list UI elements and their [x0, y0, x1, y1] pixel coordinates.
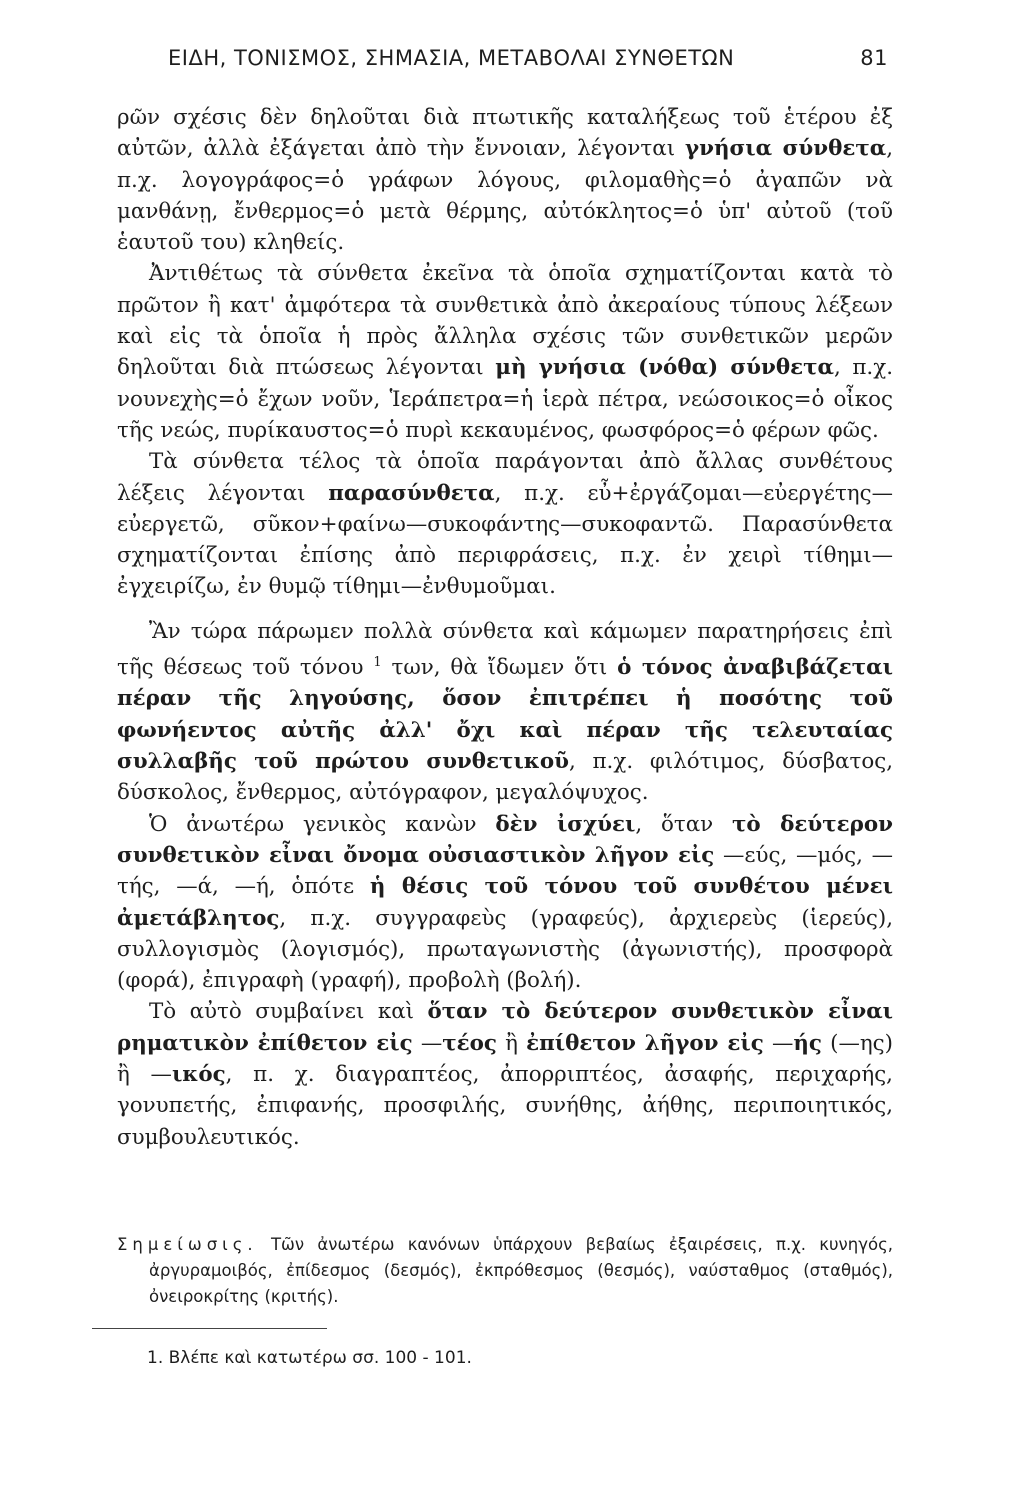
text-run: —εύς, —μός, —τής, —ά, —ή, ὁπότε — [117, 842, 894, 900]
note-label: Σημείωσις. — [117, 1235, 258, 1254]
footnote-reference: 1 — [373, 655, 382, 671]
text-run: — — [412, 1030, 443, 1056]
text-run: των, θὰ ἴδωμεν ὅτι — [381, 655, 618, 681]
footnote-divider — [92, 1328, 327, 1329]
running-title: ΕΙΔΗ, ΤΟΝΙΣΜΟΣ, ΣΗΜΑΣΙΑ, ΜΕΤΑΒΟΛΑΙ ΣΥΝΘΕΤΩΝ — [168, 46, 735, 70]
paragraph-1 — [117, 102, 893, 258]
text-run: , π.χ. φιλότιμος, δύσβατος, δύσκολος, ἔνθερμος, αὐτόγραφον, μεγαλόψυχος. — [117, 749, 893, 806]
text-run: (—ης) ἢ — — [117, 1030, 893, 1088]
text-run: , π.χ. εὖ+ἐργάζομαι—εὐεργέτης—εὐεργετῶ, σῦκον+φαίνω—συκοφάντης—συκοφαντῶ. Παρασύνθετα σχηματίζονται ἐπίσης ἀπὸ περιφράσεις, π.χ. ἐν χειρὶ τίθημι—ἐγχειρίζω, ἐν θυμῷ τίθημι—ἐνθυμοῦμαι. — [117, 480, 893, 600]
text-run: — — [763, 1030, 794, 1056]
rule-bold: ἐπίθετον λῆγον εἰς — [526, 1030, 764, 1056]
text-run: Τὸ αὐτὸ συμβαίνει καὶ — [149, 999, 428, 1025]
term-genuine-compounds: γνήσια σύνθετα — [684, 136, 887, 162]
text-run: Ἀντιθέτως τὰ σύνθετα ἐκεῖνα τὰ ὁποῖα σχηματίζονται κατὰ τὸ πρῶτον ἢ κατ' ἀμφότερα τὰ συνθετικὰ ἀπὸ ἀκεραίους τύπους λέξεων καὶ εἰς τὰ ὁποῖα ἡ πρὸς ἄλληλα σχέσις τῶν συνθετικῶν μερῶν δηλοῦται διὰ πτώσεως λέγονται — [117, 261, 893, 381]
term-non-genuine-compounds: μὴ γνήσια (νόθα) σύνθετα — [495, 355, 834, 381]
paragraph-3 — [117, 446, 893, 602]
text-run: ρῶν σχέσις δὲν δηλοῦται διὰ πτωτικῆς καταλήξεως τοῦ ἑτέρου ἐξ αὐτῶν, ἀλλὰ ἐξάγεται ἀπὸ τὴν ἔννοιαν, λέγονται — [117, 105, 893, 162]
footnote-text: Βλέπε καὶ κατωτέρω σσ. 100 - 101. — [163, 1348, 472, 1368]
rule-bold: δὲν ἰσχύει — [495, 811, 636, 837]
text-run: , π.χ. συγγραφεὺς (γραφεύς), ἀρχιερεὺς (ἱερεύς), συλλογισμὸς (λογισμός), πρωταγωνιστὴς (ἀγωνιστής), προσφορὰ (φορά), ἐπιγραφὴ (γραφή), προβολὴ (βολή). — [117, 905, 893, 994]
rule-bold: τέος — [442, 1030, 497, 1056]
rule-bold: ὁ τόνος ἀναβιβάζεται πέραν τῆς ληγούσης, ὅσον ἐπιτρέπει ἡ ποσότης τοῦ φωνήεντος αὐτῆς ἀλλ' ὄχι καὶ πέραν τῆς τελευταίας συλλαβῆς τοῦ πρώτου συνθετικοῦ — [117, 655, 893, 775]
note-text: Τῶν ἀνωτέρω κανόνων ὑπάρχουν βεβαίως ἐξαιρέσεις, π.χ. κυνηγός, ἀργυραμοιβός, ἐπίδεσμος (δεσμός), ἐκπρόθεσμος (θεσμός), ναύσταθμος (σταθμός), ὀνειροκρίτης (κριτής). — [149, 1235, 893, 1306]
text-run: Ἂν τώρα πάρωμεν πολλὰ σύνθετα καὶ κάμωμεν παρατηρήσεις ἐπὶ τῆς θέσεως τοῦ τόνου — [117, 618, 893, 681]
main-text — [117, 102, 893, 1153]
rule-bold: ής — [793, 1030, 822, 1056]
rule-bold: τὸ δεύτερον συνθετικὸν εἶναι ὄνομα οὐσιαστικὸν λῆγον εἰς — [117, 811, 893, 868]
text-run: , π.χ. νουνεχὴς=ὁ ἔχων νοῦν, Ἱεράπετρα=ἡ ἱερὰ πέτρα, νεώσοικος=ὁ οἶκος τῆς νεώς, πυρίκαυστος=ὁ πυρὶ κεκαυμένος, φωσφόρος=ὁ φέρων φῶς. — [117, 355, 893, 443]
page-header — [168, 46, 908, 70]
text-run: Ὁ ἀνωτέρω γενικὸς κανὼν — [149, 811, 496, 837]
paragraph-6 — [117, 996, 893, 1152]
footnote-number: 1. — [147, 1348, 164, 1368]
paragraph-4 — [117, 616, 893, 809]
page-number: 81 — [860, 46, 888, 70]
note-paragraph — [117, 1232, 893, 1310]
footnote — [147, 1348, 472, 1368]
rule-bold: ὅταν τὸ δεύτερον συνθετικὸν εἶναι ρηματικὸν ἐπίθετον εἰς — [117, 999, 894, 1056]
term-parasynthetic: παρασύνθετα — [328, 480, 495, 506]
note-block — [117, 1232, 893, 1310]
text-run: Τὰ σύνθετα τέλος τὰ ὁποῖα παράγονται ἀπὸ ἄλλας συνθέτους λέξεις λέγονται — [117, 449, 893, 506]
rule-bold: ικός — [171, 1062, 226, 1088]
text-run: , ὅταν — [635, 811, 732, 837]
paragraph-2 — [117, 258, 893, 446]
rule-bold: ἡ θέσις τοῦ τόνου τοῦ συνθέτου μένει ἀμετάβλητος — [117, 874, 893, 931]
text-run: ἢ — [496, 1030, 527, 1056]
text-run: , π. χ. διαγραπτέος, ἀπορριπτέος, ἀσαφής, περιχαρής, γονυπετής, ἐπιφανής, προσφιλής, συνήθης, ἀήθης, περιποιητικός, συμβουλευτικός. — [117, 1062, 893, 1150]
paragraph-5 — [117, 809, 893, 997]
text-run: , π.χ. λογογράφος=ὁ γράφων λόγους, φιλομαθὴς=ὁ ἀγαπῶν νὰ μανθάνῃ, ἔνθερμος=ὁ μετὰ θέρμης, αὐτόκλητος=ὁ ὑπ' αὐτοῦ (τοῦ ἑαυτοῦ του) κληθείς. — [117, 136, 894, 256]
